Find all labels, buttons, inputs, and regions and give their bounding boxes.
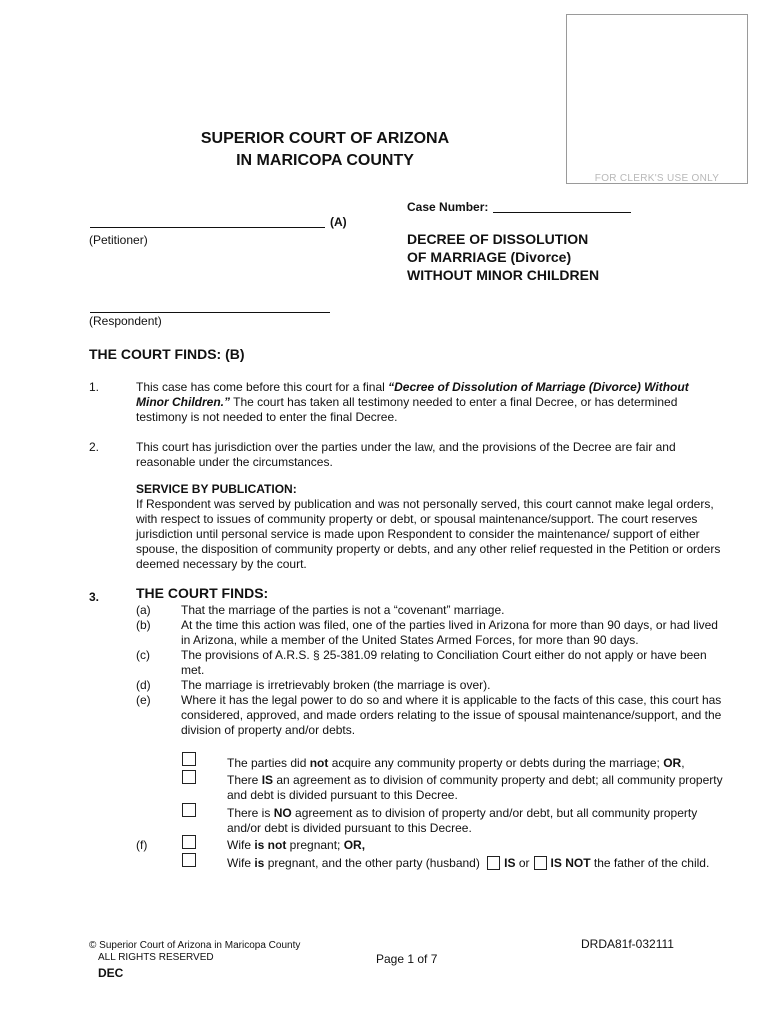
- findings-heading: THE COURT FINDS: (B): [89, 346, 245, 362]
- item3-heading: THE COURT FINDS:: [136, 585, 269, 601]
- wife-pregnant-text: [227, 856, 727, 871]
- option-text: acquire any community property or debts during the marriage;: [328, 756, 664, 770]
- property-agreement-text: [227, 773, 727, 803]
- footer-rights: ALL RIGHTS RESERVED: [98, 952, 214, 963]
- option-emphasis: is not: [254, 838, 287, 852]
- item1-rest: The court has taken all testimony needed to enter a final Decree, or has determined testimony is not needed to enter the final Decree.: [136, 395, 678, 424]
- option-is-not: IS NOT: [550, 856, 591, 870]
- sub-a-text: That the marriage of the parties is not a “covenant” marriage.: [181, 603, 505, 617]
- option-emphasis: is: [254, 856, 265, 870]
- sub-b-text: At the time this action was filed, one of the parties lived in Arizona for more than 90 days, or had lived in Arizona, while a member of the United States Armed Forces, for more than 90 days.: [181, 618, 718, 647]
- item3-number: 3.: [89, 590, 100, 604]
- item2-text: This court has jurisdiction over the parties under the law, and the provisions of the Decree are fair and reasonable under the circumstances.: [136, 440, 676, 469]
- item1-title: “Decree of Dissolution of Marriage (Divorce) Without Minor Children.”: [136, 380, 689, 409]
- page-number: Page 1 of 7: [376, 952, 438, 966]
- court-title: [150, 128, 500, 172]
- item1-number: 1.: [89, 380, 100, 394]
- option-text: Wife: [227, 856, 255, 870]
- option-text: pregnant, and the other party (husband): [264, 856, 484, 870]
- property-agreement-checkbox[interactable]: [182, 770, 196, 784]
- sub-d-text: The marriage is irretrievably broken (the marriage is over).: [181, 678, 491, 692]
- sub-a-letter: (a): [136, 603, 151, 617]
- option-text: Wife: [227, 838, 255, 852]
- option-text: pregnant;: [286, 838, 344, 852]
- form-number: DRDA81f-032111: [581, 937, 674, 951]
- sub-f-letter: (f): [136, 838, 148, 852]
- case-number-label: Case Number:: [407, 200, 489, 214]
- court-title-line1: SUPERIOR COURT OF ARIZONA: [200, 130, 450, 147]
- option-text: agreement as to division of property and/or debt, but all community property and/or debt is divided pursuant to this Decree.: [227, 806, 698, 835]
- husband-is-father-checkbox[interactable]: [487, 856, 500, 870]
- petitioner-marker: (A): [330, 215, 347, 229]
- item2-number: 2.: [89, 440, 100, 454]
- option-is: IS: [504, 856, 516, 870]
- sub-b-letter: (b): [136, 618, 151, 632]
- decree-title-line3: WITHOUT MINOR CHILDREN: [407, 267, 600, 283]
- option-text: The parties did: [227, 756, 310, 770]
- decree-title: [407, 230, 599, 284]
- sub-e-text: Where it has the legal power to do so and where it is applicable to the facts of this case, this court has considered, approved, and made orders relating to the issue of spousal maintenance/support, and the division of property and/or debts.: [181, 693, 722, 737]
- wife-not-pregnant-checkbox[interactable]: [182, 835, 196, 849]
- option-emphasis: not: [309, 756, 329, 770]
- no-property-agreement-text: [227, 806, 727, 836]
- no-community-property-text: [227, 756, 727, 771]
- footer-copyright: © Superior Court of Arizona in Maricopa County: [89, 940, 301, 951]
- wife-not-pregnant-text: [227, 838, 727, 853]
- court-title-line2: IN MARICOPA COUNTY: [236, 152, 414, 169]
- clerk-use-box: [566, 14, 748, 184]
- petitioner-name-field[interactable]: [90, 217, 325, 228]
- sub-d-letter: (d): [136, 678, 151, 692]
- no-community-property-checkbox[interactable]: [182, 752, 196, 766]
- sub-e-letter: (e): [136, 693, 151, 707]
- option-text: an agreement as to division of community property and debt; all community property and debt is divided pursuant to this Decree.: [227, 773, 723, 802]
- service-text: If Respondent was served by publication and was not personally served, this court cannot make legal orders, with respect to issues of community property or debt, or spousal maintenance/support. The court reserves jurisdiction until personal service is made upon Respondent to consider the maintenance/ support of either spouse, the disposition of community property or debts, and any other relief requested in the Petition or orders deemed necessary by the court.: [136, 497, 721, 571]
- option-text: ,: [681, 756, 685, 770]
- respondent-name-field[interactable]: [90, 302, 330, 313]
- option-text: the father of the child.: [590, 856, 710, 870]
- no-property-agreement-checkbox[interactable]: [182, 803, 196, 817]
- footer-code: DEC: [98, 966, 124, 980]
- option-emphasis: NO: [273, 806, 292, 820]
- sub-c-text: The provisions of A.R.S. § 25-381.09 relating to Conciliation Court either do not apply or have been met.: [181, 648, 707, 677]
- item1-lead: This case has come before this court for a final: [136, 380, 389, 394]
- petitioner-label: (Petitioner): [89, 233, 148, 247]
- case-number-field[interactable]: [493, 212, 631, 213]
- item1-text: [136, 380, 721, 425]
- wife-pregnant-checkbox[interactable]: [182, 853, 196, 867]
- option-text: or: [518, 856, 530, 870]
- option-or: OR,: [343, 838, 366, 852]
- decree-title-line1: DECREE OF DISSOLUTION: [407, 231, 589, 247]
- option-emphasis: IS: [261, 773, 274, 787]
- option-or: OR: [663, 756, 682, 770]
- decree-title-line2: OF MARRIAGE (Divorce): [407, 249, 572, 265]
- service-heading: SERVICE BY PUBLICATION:: [136, 482, 297, 496]
- clerk-use-label: FOR CLERK'S USE ONLY: [594, 173, 720, 184]
- option-text: There is: [227, 806, 274, 820]
- respondent-label: (Respondent): [89, 314, 162, 328]
- sub-c-letter: (c): [136, 648, 150, 662]
- option-text: There: [227, 773, 262, 787]
- husband-is-not-father-checkbox[interactable]: [534, 856, 547, 870]
